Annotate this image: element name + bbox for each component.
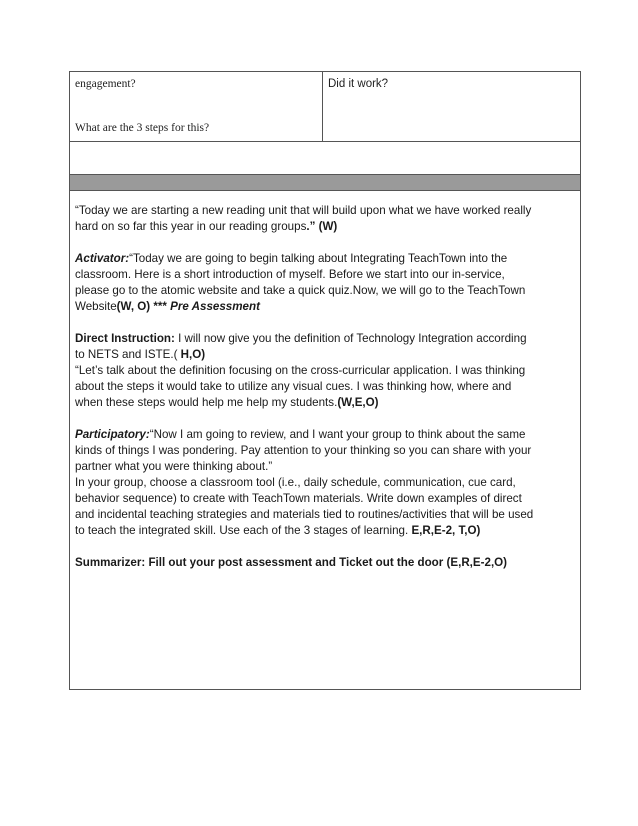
direct-text: I will now give you the definition of Technology Integration according [174,332,527,345]
participatory-line: and incidental teaching strategies and materials tied to routines/activities that will be used [75,508,534,521]
participatory-line: partner what you were thinking about.” [75,460,273,473]
participatory-line [75,523,575,539]
participatory-line: behavior sequence) to create with TeachTown materials. Write down examples of direct [75,492,522,505]
participatory-text: “Now I am going to review, and I want your group to think about the same [149,428,526,441]
intro-code: .” (W) [306,220,338,233]
direct-instruction-label: Direct Instruction: [75,332,175,345]
activator-code: (W, O) *** [116,300,167,313]
participatory-code: E,R,E-2, T,O) [411,524,481,537]
activator-line [75,251,575,267]
intro-text: hard on so far this year in our reading groups [75,220,307,233]
direct-line: about the steps it would take to utilize any visual cues. I was thinking how, where and [75,380,512,393]
activator-line: please go to the atomic website and take a quick quiz.Now, we will go to the TeachTown [75,284,526,297]
direct-code: (W,E,O) [337,396,379,409]
pre-assessment-label: Pre Assessment [166,300,260,313]
summarizer-paragraph [75,555,575,571]
participatory-line: kinds of things I was pondering. Pay attention to your thinking so you can share with your [75,444,532,457]
did-it-work-label: Did it work? [328,78,389,90]
did-it-work-cell [323,72,580,141]
lesson-content [75,203,575,587]
direct-line [75,395,575,411]
intro-line [75,219,575,235]
direct-text: to NETS and ISTE.( [75,348,181,361]
steps-question: What are the 3 steps for this? [75,122,210,134]
direct-line [75,331,575,347]
direct-line [75,347,575,363]
direct-code: H,O) [180,348,206,361]
shaded-divider-row [70,175,580,191]
activator-paragraph [75,251,575,315]
direct-text: when these steps would help me help my students. [75,396,338,409]
participatory-paragraph [75,427,575,539]
engagement-cell [70,72,323,141]
participatory-line: In your group, choose a classroom tool (i.e., daily schedule, communication, cue card, [75,476,516,489]
lesson-plan-table [69,71,581,690]
participatory-line [75,427,575,443]
summarizer-text: Summarizer: Fill out your post assessment and Ticket out the door (E,R,E-2,O) [75,556,508,569]
activator-line [75,299,575,315]
activator-text: Website [75,300,117,313]
engagement-question: engagement? [75,78,136,90]
activator-label: Activator: [75,252,130,265]
activator-text: “Today we are going to begin talking about Integrating TeachTown into the [129,252,508,265]
table-row [70,72,580,142]
activator-line: classroom. Here is a short introduction of myself. Before we start into our in-service, [75,268,505,281]
direct-instruction-paragraph [75,331,575,411]
intro-paragraph [75,203,575,235]
intro-line: “Today we are starting a new reading unit that will build upon what we have worked really [75,204,532,217]
empty-row [70,142,580,175]
participatory-label: Participatory: [75,428,150,441]
participatory-text: to teach the integrated skill. Use each of the 3 stages of learning. [75,524,412,537]
direct-line: “Let’s talk about the definition focusing on the cross-curricular application. I was thinking [75,364,526,377]
